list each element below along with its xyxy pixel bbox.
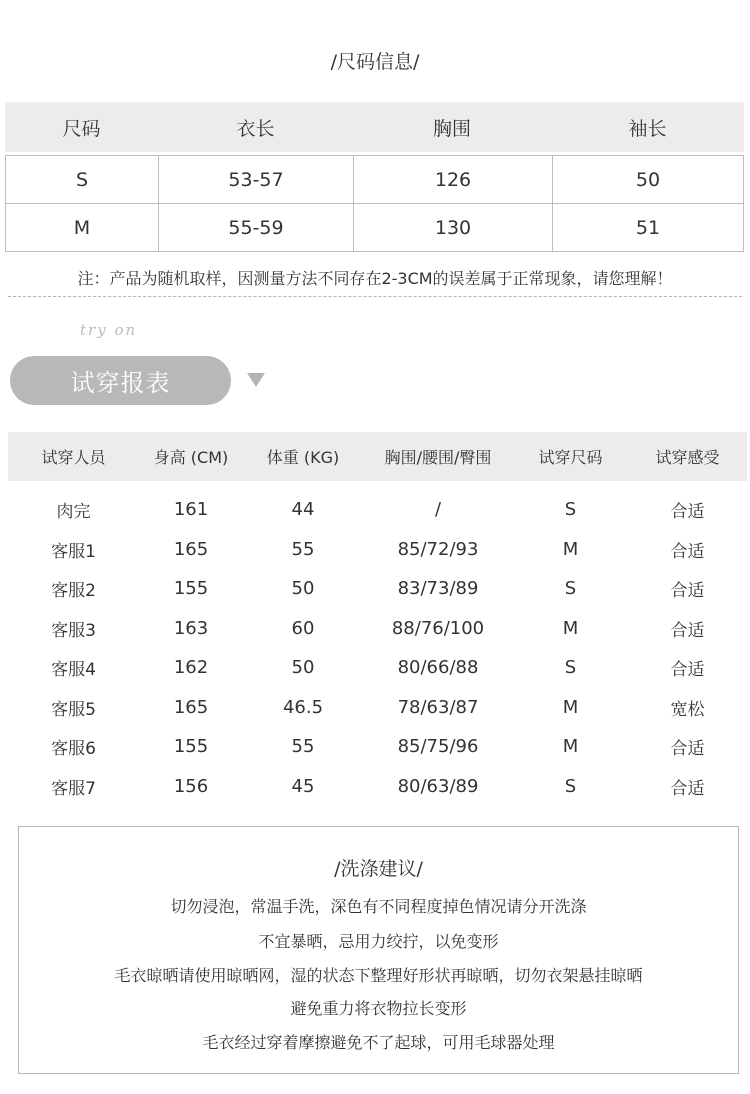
table-cell: 客服7 [51,778,96,799]
table-row [8,767,747,807]
table-cell: 155 [173,736,209,758]
table-cell: 55 [291,736,315,758]
table-cell: 78/63/87 [397,696,479,718]
table-cell: 161 [173,499,209,521]
table-cell: 162 [173,657,209,679]
tryon-header-cell: 试穿人员 [41,448,106,467]
table-cell: S [564,657,577,679]
table-cell: 肉完 [56,502,91,523]
table-row [8,648,747,688]
table-cell: 合适 [670,502,705,523]
size-header-cell: 衣长 [236,117,275,140]
table-cell: 客服2 [51,581,96,602]
table-cell: 44 [291,499,315,521]
size-table [5,155,744,252]
size-header-cell: 胸围 [432,117,471,140]
tryon-table-body [8,490,747,806]
tryon-header-cell: 试穿感受 [655,448,720,467]
table-cell: 163 [173,617,209,639]
table-row [8,530,747,570]
table-row [6,156,743,203]
table-cell: S [75,168,89,191]
tryon-header-cell: 试穿尺码 [538,448,603,467]
size-header-cell: 尺码 [62,117,101,140]
table-cell: 60 [291,617,315,639]
table-cell: 宽松 [670,699,705,720]
table-cell: 156 [173,775,209,797]
table-cell: 53-57 [158,156,353,203]
table-cell: 合适 [670,620,705,641]
table-cell: 50 [291,657,315,679]
table-cell: M [562,538,579,560]
table-cell: 合适 [670,739,705,760]
wash-advice-line: 毛衣晾晒请使用晾晒网，湿的状态下整理好形状再晾晒，切勿衣架悬挂晾晒 [114,966,643,985]
size-section-title: /尺码信息/ [330,51,420,73]
table-cell: 合适 [670,660,705,681]
table-row [8,490,747,530]
table-cell: 客服1 [51,541,96,562]
table-cell: M [73,216,91,239]
tryon-header-cell: 体重 (KG) [266,448,340,467]
wash-advice-line: 毛衣经过穿着摩擦避免不了起球，可用毛球器处理 [202,1033,555,1052]
tryon-header-cell: 胸围/腰围/臀围 [384,448,492,467]
table-cell: 客服5 [51,699,96,720]
size-table-header [5,102,744,152]
table-cell: S [564,578,577,600]
table-row [8,727,747,767]
table-cell: 155 [173,578,209,600]
table-cell: 45 [291,775,315,797]
tryon-report-badge: 试穿报表 [10,356,231,405]
table-cell: 46.5 [282,696,324,718]
wash-advice-line: 避免重力将衣物拉长变形 [290,999,467,1018]
table-cell: 合适 [670,541,705,562]
size-note: 注：产品为随机取样，因测量方法不同存在2-3CM的误差属于正常现象，请您理解！ [77,269,673,288]
table-cell: 80/66/88 [397,657,479,679]
table-cell: M [562,736,579,758]
table-cell: 55 [291,538,315,560]
table-row [8,688,747,728]
table-cell: 88/76/100 [391,617,485,639]
table-cell: 165 [173,538,209,560]
try-on-script-label: try on [80,321,138,339]
table-cell: 客服3 [51,620,96,641]
wash-advice-line: 切勿浸泡，常温手洗，深色有不同程度掉色情况请分开洗涤 [170,897,587,916]
table-cell: 客服4 [51,660,96,681]
down-triangle-icon [247,373,265,387]
table-cell: 165 [173,696,209,718]
table-cell: M [562,617,579,639]
table-cell: 55-59 [158,204,353,251]
table-cell: / [434,499,442,521]
table-cell: 合适 [670,581,705,602]
table-cell: M [562,696,579,718]
table-cell: 客服6 [51,739,96,760]
table-row [6,203,743,251]
table-cell: 80/63/89 [397,775,479,797]
table-cell: 130 [353,204,552,251]
table-cell: 83/73/89 [397,578,479,600]
table-cell: S [564,775,577,797]
size-header-cell: 袖长 [628,117,667,140]
wash-advice-box [18,826,739,1074]
tryon-table-header [8,432,747,481]
table-cell: 126 [353,156,552,203]
table-cell: S [564,499,577,521]
table-cell: 50 [291,578,315,600]
table-cell: 51 [552,204,743,251]
table-cell: 合适 [670,778,705,799]
dashed-divider [8,296,742,297]
tryon-header-cell: 身高 (CM) [153,448,229,467]
table-row [8,569,747,609]
table-row [8,609,747,649]
wash-section-title: /洗涤建议/ [334,858,423,880]
table-cell: 85/72/93 [397,538,479,560]
wash-advice-line: 不宜暴晒，忌用力绞拧，以免变形 [258,932,499,951]
table-cell: 85/75/96 [397,736,479,758]
table-cell: 50 [552,156,743,203]
